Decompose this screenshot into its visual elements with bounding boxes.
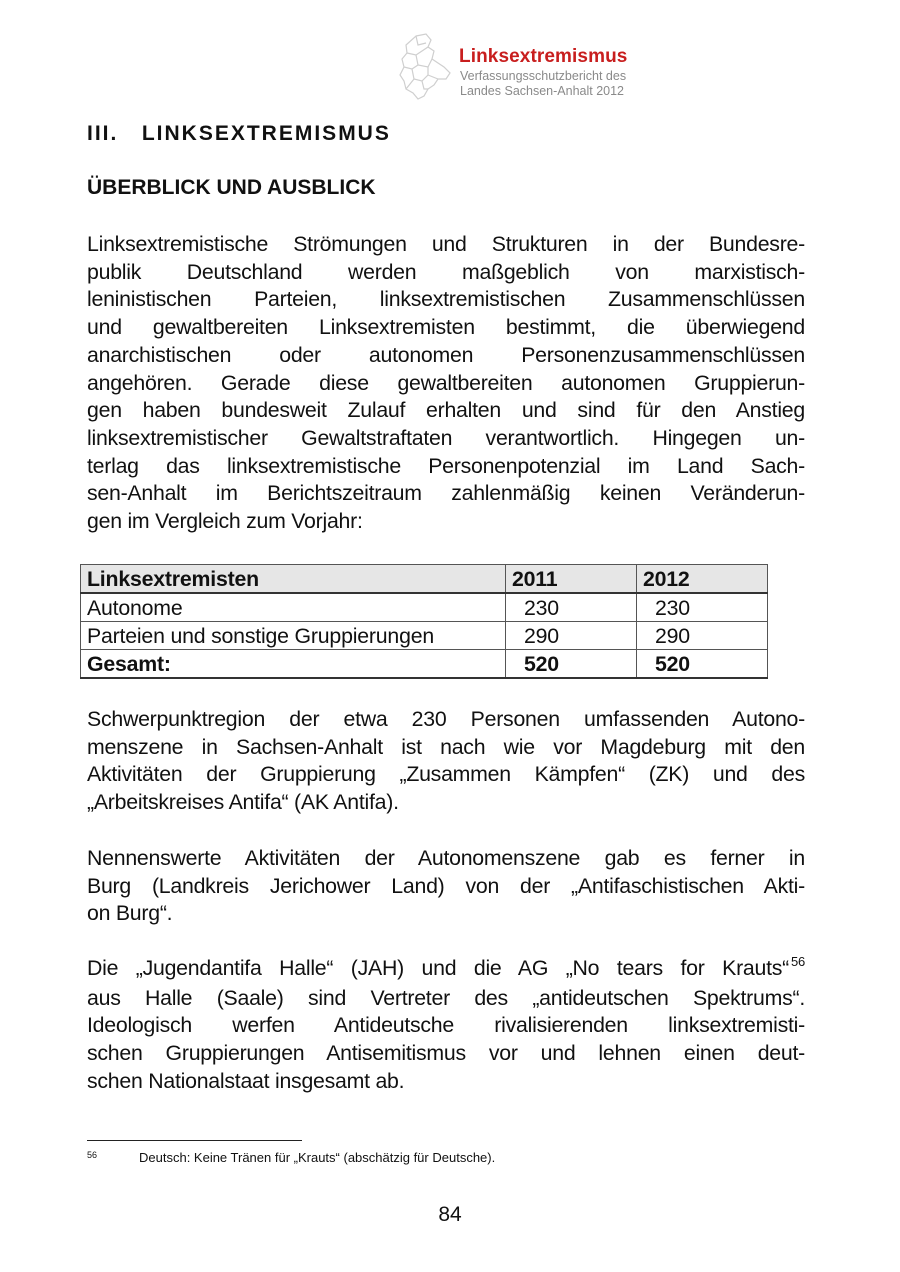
autonomenszene-paragraph [87, 706, 805, 817]
table-header-cell: 2011 [506, 565, 637, 594]
table-cell: 230 [506, 593, 637, 622]
footnote-divider [87, 1140, 302, 1141]
page-number: 84 [438, 1203, 462, 1226]
sachsen-anhalt-map-icon [398, 33, 458, 101]
text-line: schen Gruppierungen Antisemitismus vor und lehnen einen deut- [87, 1041, 805, 1066]
table-cell: Autonome [81, 593, 506, 622]
antideutsche-paragraph [87, 955, 805, 1096]
footnote-reference[interactable]: 56 [791, 954, 805, 969]
table-cell: 230 [637, 593, 768, 622]
text-line: und gewaltbereiten Linksextremisten bestimmt, die überwiegend [87, 315, 805, 340]
text-line: gen haben bundesweit Zulauf erhalten und sind für den Anstieg [87, 398, 805, 423]
text-segment: Die „Jugendantifa Halle“ (JAH) und die AG „No tears for Krauts“ [87, 956, 790, 980]
table-header-cell: 2012 [637, 565, 768, 594]
table-cell: 520 [637, 650, 768, 679]
table-header-cell: Linksextremisten [81, 565, 506, 594]
intro-paragraph [87, 231, 805, 536]
text-line: Aktivitäten der Gruppierung „Zusammen Kämpfen“ (ZK) und des [87, 762, 805, 787]
text-line: gen im Vergleich zum Vorjahr: [87, 509, 363, 534]
text-line: anarchistischen oder autonomen Personenzusammenschlüssen [87, 342, 805, 367]
chapter-heading: III. LINKSEXTREMISMUS [87, 122, 391, 145]
text-line: „Arbeitskreises Antifa“ (AK Antifa). [87, 790, 399, 815]
text-line [87, 955, 805, 985]
text-line: Schwerpunktregion der etwa 230 Personen umfassenden Autono- [87, 707, 805, 731]
table-total-row [81, 650, 768, 679]
text-line: sen-Anhalt im Berichtszeitraum zahlenmäßig keinen Veränderun- [87, 481, 805, 506]
table-cell: Gesamt: [81, 650, 506, 679]
text-line: menszene in Sachsen-Anhalt ist nach wie vor Magdeburg mit den [87, 734, 805, 759]
text-line: Linksextremistische Strömungen und Strukturen in der Bundesre- [87, 232, 805, 256]
table-row [81, 593, 768, 622]
running-header [398, 33, 678, 101]
footnote-number: 56 [87, 1150, 98, 1160]
text-line: aus Halle (Saale) sind Vertreter des „antideutschen Spektrums“. [87, 985, 805, 1010]
text-line: Burg (Landkreis Jerichower Land) von der „Antifaschistischen Akti- [87, 873, 805, 898]
text-line: Ideologisch werfen Antideutsche rivalisierenden linksextremisti- [87, 1013, 805, 1038]
text-line: linksextremistischer Gewaltstraftaten verantwortlich. Hingegen un- [87, 425, 805, 450]
text-line: schen Nationalstaat insgesamt ab. [87, 1068, 405, 1093]
header-subtitle-line1: Verfassungsschutzbericht des [460, 69, 627, 83]
text-line: terlag das linksextremistische Personenpotenzial im Land Sach- [87, 453, 805, 478]
table-cell: 290 [506, 622, 637, 650]
table-cell: 520 [506, 650, 637, 679]
table-header-row [81, 565, 768, 594]
header-title: Linksextremismus [459, 46, 628, 67]
text-line: on Burg“. [87, 901, 173, 926]
text-line: leninistischen Parteien, linksextremistischen Zusammenschlüssen [87, 287, 805, 312]
header-subtitle-line2: Landes Sachsen-Anhalt 2012 [460, 84, 625, 98]
footnote [87, 1150, 496, 1165]
footnote-text: Deutsch: Keine Tränen für „Krauts“ (abschätzig für Deutsche). [139, 1150, 496, 1165]
text-line: angehören. Gerade diese gewaltbereiten autonomen Gruppierun- [87, 370, 805, 395]
text-line: Nennenswerte Aktivitäten der Autonomenszene gab es ferner in [87, 846, 805, 870]
table-cell: 290 [637, 622, 768, 650]
text-line: publik Deutschland werden maßgeblich von marxistisch- [87, 259, 805, 284]
burg-paragraph [87, 845, 805, 928]
table-row [81, 622, 768, 650]
section-heading: ÜBERBLICK UND AUSBLICK [87, 176, 376, 199]
linksextremisten-table [80, 564, 768, 679]
table-cell: Parteien und sonstige Gruppierungen [81, 622, 506, 650]
